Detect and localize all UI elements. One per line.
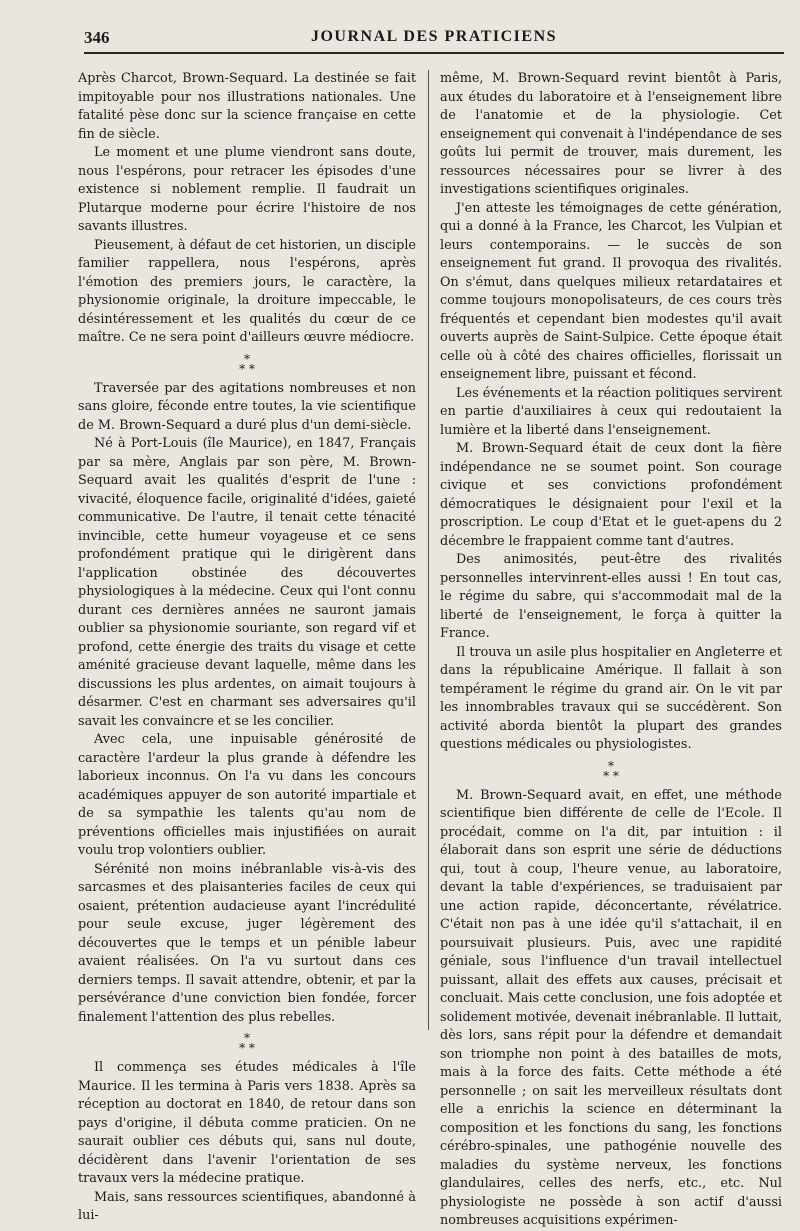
paragraph: Traversée par des agitations nombreuses et non sans gloire, féconde entre toutes, la vie scientifique de M. Brown-Sequard a duré plus d'un demi-siècle. [78, 380, 416, 433]
right-column [440, 70, 782, 1231]
paragraph: Des animosités, peut-être des rivalités personnelles intervinrent-elles aussi ! En tout cas, le régime du sabre, qui s'accommodait mal de la liberté de l'enseignement, le força à quitter la France. [440, 552, 782, 641]
separator-stars: * * [603, 768, 619, 783]
paragraph: Le moment et une plume viendront sans doute, nous l'espérons, pour retracer les épisodes d'une existence si noblement remplie. Il faudrait un Plutarque moderne pour écrire l'histoire de nos savants illustres. [78, 145, 416, 234]
paragraph: Mais, sans ressources scientifiques, abandonné à lui- [78, 1189, 416, 1223]
section-separator [78, 1033, 416, 1053]
running-title: JOURNAL DES PRATICIENS [310, 28, 558, 45]
paragraph: Né à Port-Louis (île Maurice), en 1847, Français par sa mère, Anglais par son père, M. Brown-Sequard avait les qualités d'esprit de l'une : vivacité, éloquence facile, originalité d'idées, gaieté communicative. De l'autre, il tenait cette ténacité invincible, cette humeur voyageuse et ce sens profondément pratique qui le dirigèrent dans l'application obstinée des découvertes physiologiques à la médecine. Ceux qui l'ont connu durant ces dernières années ne sauront jamais oublier sa physionomie souriante, son regard vif et profond, cette énergie des traits du visage et cette aménité gracieuse devant laquelle, même dans les discussions les plus ardentes, on aimait toujours à désarmer. C'est en charmant ses adversaires qu'il savait les convaincre et se les concilier. [78, 436, 416, 729]
paragraph: Sérénité non moins inébranlable vis-à-vis des sarcasmes et des plaisanteries faciles de ceux qui osaient, prétention audacieuse ayant l'incrédulité pour seule excuse, juger légèrement des découvertes que le temps et un pénible labeur avaient réalisées. On l'a vu surtout dans ces derniers temps. Il savait attendre, obtenir, et par la persévérance d'une conviction bien fondée, forcer finalement l'attention des plus rebelles. [78, 861, 416, 1025]
paragraph: Les événements et la réaction politiques servirent en partie d'auxiliaires à ceux qui redoutaient la lumière et la liberté dans l'enseignement. [440, 385, 782, 438]
paragraph: Pieusement, à défaut de cet historien, un disciple familier rappellera, nous l'espérons, après l'émotion des premiers jours, le caractère, la physionomie originale, la droiture impeccable, le désintéressement et les qualités du cœur de ce maître. Ce ne sera point d'ailleurs œuvre médiocre. [78, 237, 416, 345]
page-header [84, 28, 784, 54]
section-separator [78, 351, 416, 376]
page-number: 346 [84, 28, 110, 47]
paragraph: Il trouva un asile plus hospitalier en Angleterre et dans la républicaine Amérique. Il fallait à son tempérament le régime du grand air. On le vit par les innombrables travaux qui se succédèrent. Son activité aborda bientôt la plupart des grandes questions médicales ou physiologistes. [440, 644, 782, 752]
paragraph: Après Charcot, Brown-Sequard. La destinée se fait impitoyable pour nos illustrations nationales. Une fatalité pèse donc sur la science française en cette fin de siècle. [78, 71, 416, 142]
separator-star: * [608, 758, 614, 773]
separator-star: * [244, 1031, 250, 1045]
paragraph: Avec cela, une inpuisable générosité de caractère l'ardeur la plus grande à défendre les laborieux inconnus. On l'a vu dans les concours académiques appuyer de son autorité impartiale et de sa sympathie les talents qu'au nom de préventions officielles mais injustifiées on aurait voulu trop volontiers oublier. [78, 732, 416, 858]
paragraph: Il commença ses études médicales à l'île Maurice. Il les termina à Paris vers 1838. Après sa réception au doctorat en 1840, de retour dans son pays d'origine, il débuta comme praticien. On ne saurait oublier ces débuts qui, sans nul doute, décidèrent dans l'avenir l'orientation de ses travaux vers la médecine pratique. [78, 1060, 416, 1186]
paragraph: J'en atteste les témoignages de cette génération, qui a donné à la France, les Charcot, les Vulpian et leurs contemporains. — le succès de son enseignement fut grand. Il provoqua des rivalités. On s'émut, dans quelques milieux retardataires et comme toujours monopolisateurs, de ces cours très fréquentés et cependant bien modestes qu'il avait ouverts auprès de Saint-Sulpice. Cette époque était celle où à côté des chaires officielles, florissait un enseignement libre, puissant et fécond. [440, 200, 782, 382]
separator-stars: * * [239, 361, 255, 376]
paragraph: M. Brown-Sequard avait, en effet, une méthode scientifique bien différente de celle de l'Ecole. Il procédait, comme on l'a dit, par intuition : il élaborait dans son esprit une série de déductions qui, tout à coup, l'heure venue, au laboratoire, devant la table d'expériences, se traduisaient par une action rapide, déconcertante, révélatrice. C'était non pas à une idée qu'il s'attachait, il en poursuivait plusieurs. Puis, avec une rapidité géniale, sous l'influence d'un travail intellectuel puissant, allait des effets aux causes, précisait et concluait. Mais cette conclusion, une fois adoptée et solidement motivée, devenait inébranlable. Il luttait, dès lors, sans répit pour la défendre et demandait son triomphe non point à des batailles de mots, mais à la force des faits. Cette méthode a été personnelle ; on sait les merveilleux résultats dont elle a enrichis la science en déterminant la composition et les fonctions du sang, les fonctions cérébro-spinales, une pathogénie nouvelle des maladies du système nerveux, les fonctions glandulaires, celles des nerfs, etc., etc. Nul physiologiste ne possède à son actif d'aussi nombreuses acquisitions expérimen- [440, 787, 782, 1228]
separator-star: * [244, 351, 250, 366]
column-divider [428, 70, 429, 1030]
left-column [78, 70, 416, 1226]
section-separator [440, 758, 782, 783]
separator-stars: * * [239, 1041, 255, 1055]
paragraph: même, M. Brown-Sequard revint bientôt à Paris, aux études du laboratoire et à l'enseignement libre de l'anatomie et de la physiologie. Cet enseignement qui convenait à l'indépendance de ses goûts lui permit de trouver, mais durement, les ressources nécessaires pour se livrer à des investigations scientifiques originales. [440, 71, 782, 197]
paragraph: M. Brown-Sequard était de ceux dont la fière indépendance ne se soumet point. Son courage civique et ses convictions profondément démocratiques le désignaient pour l'exil et la proscription. Le coup d'Etat et le guet-apens du 2 décembre le frappaient comme tant d'autres. [440, 441, 782, 549]
